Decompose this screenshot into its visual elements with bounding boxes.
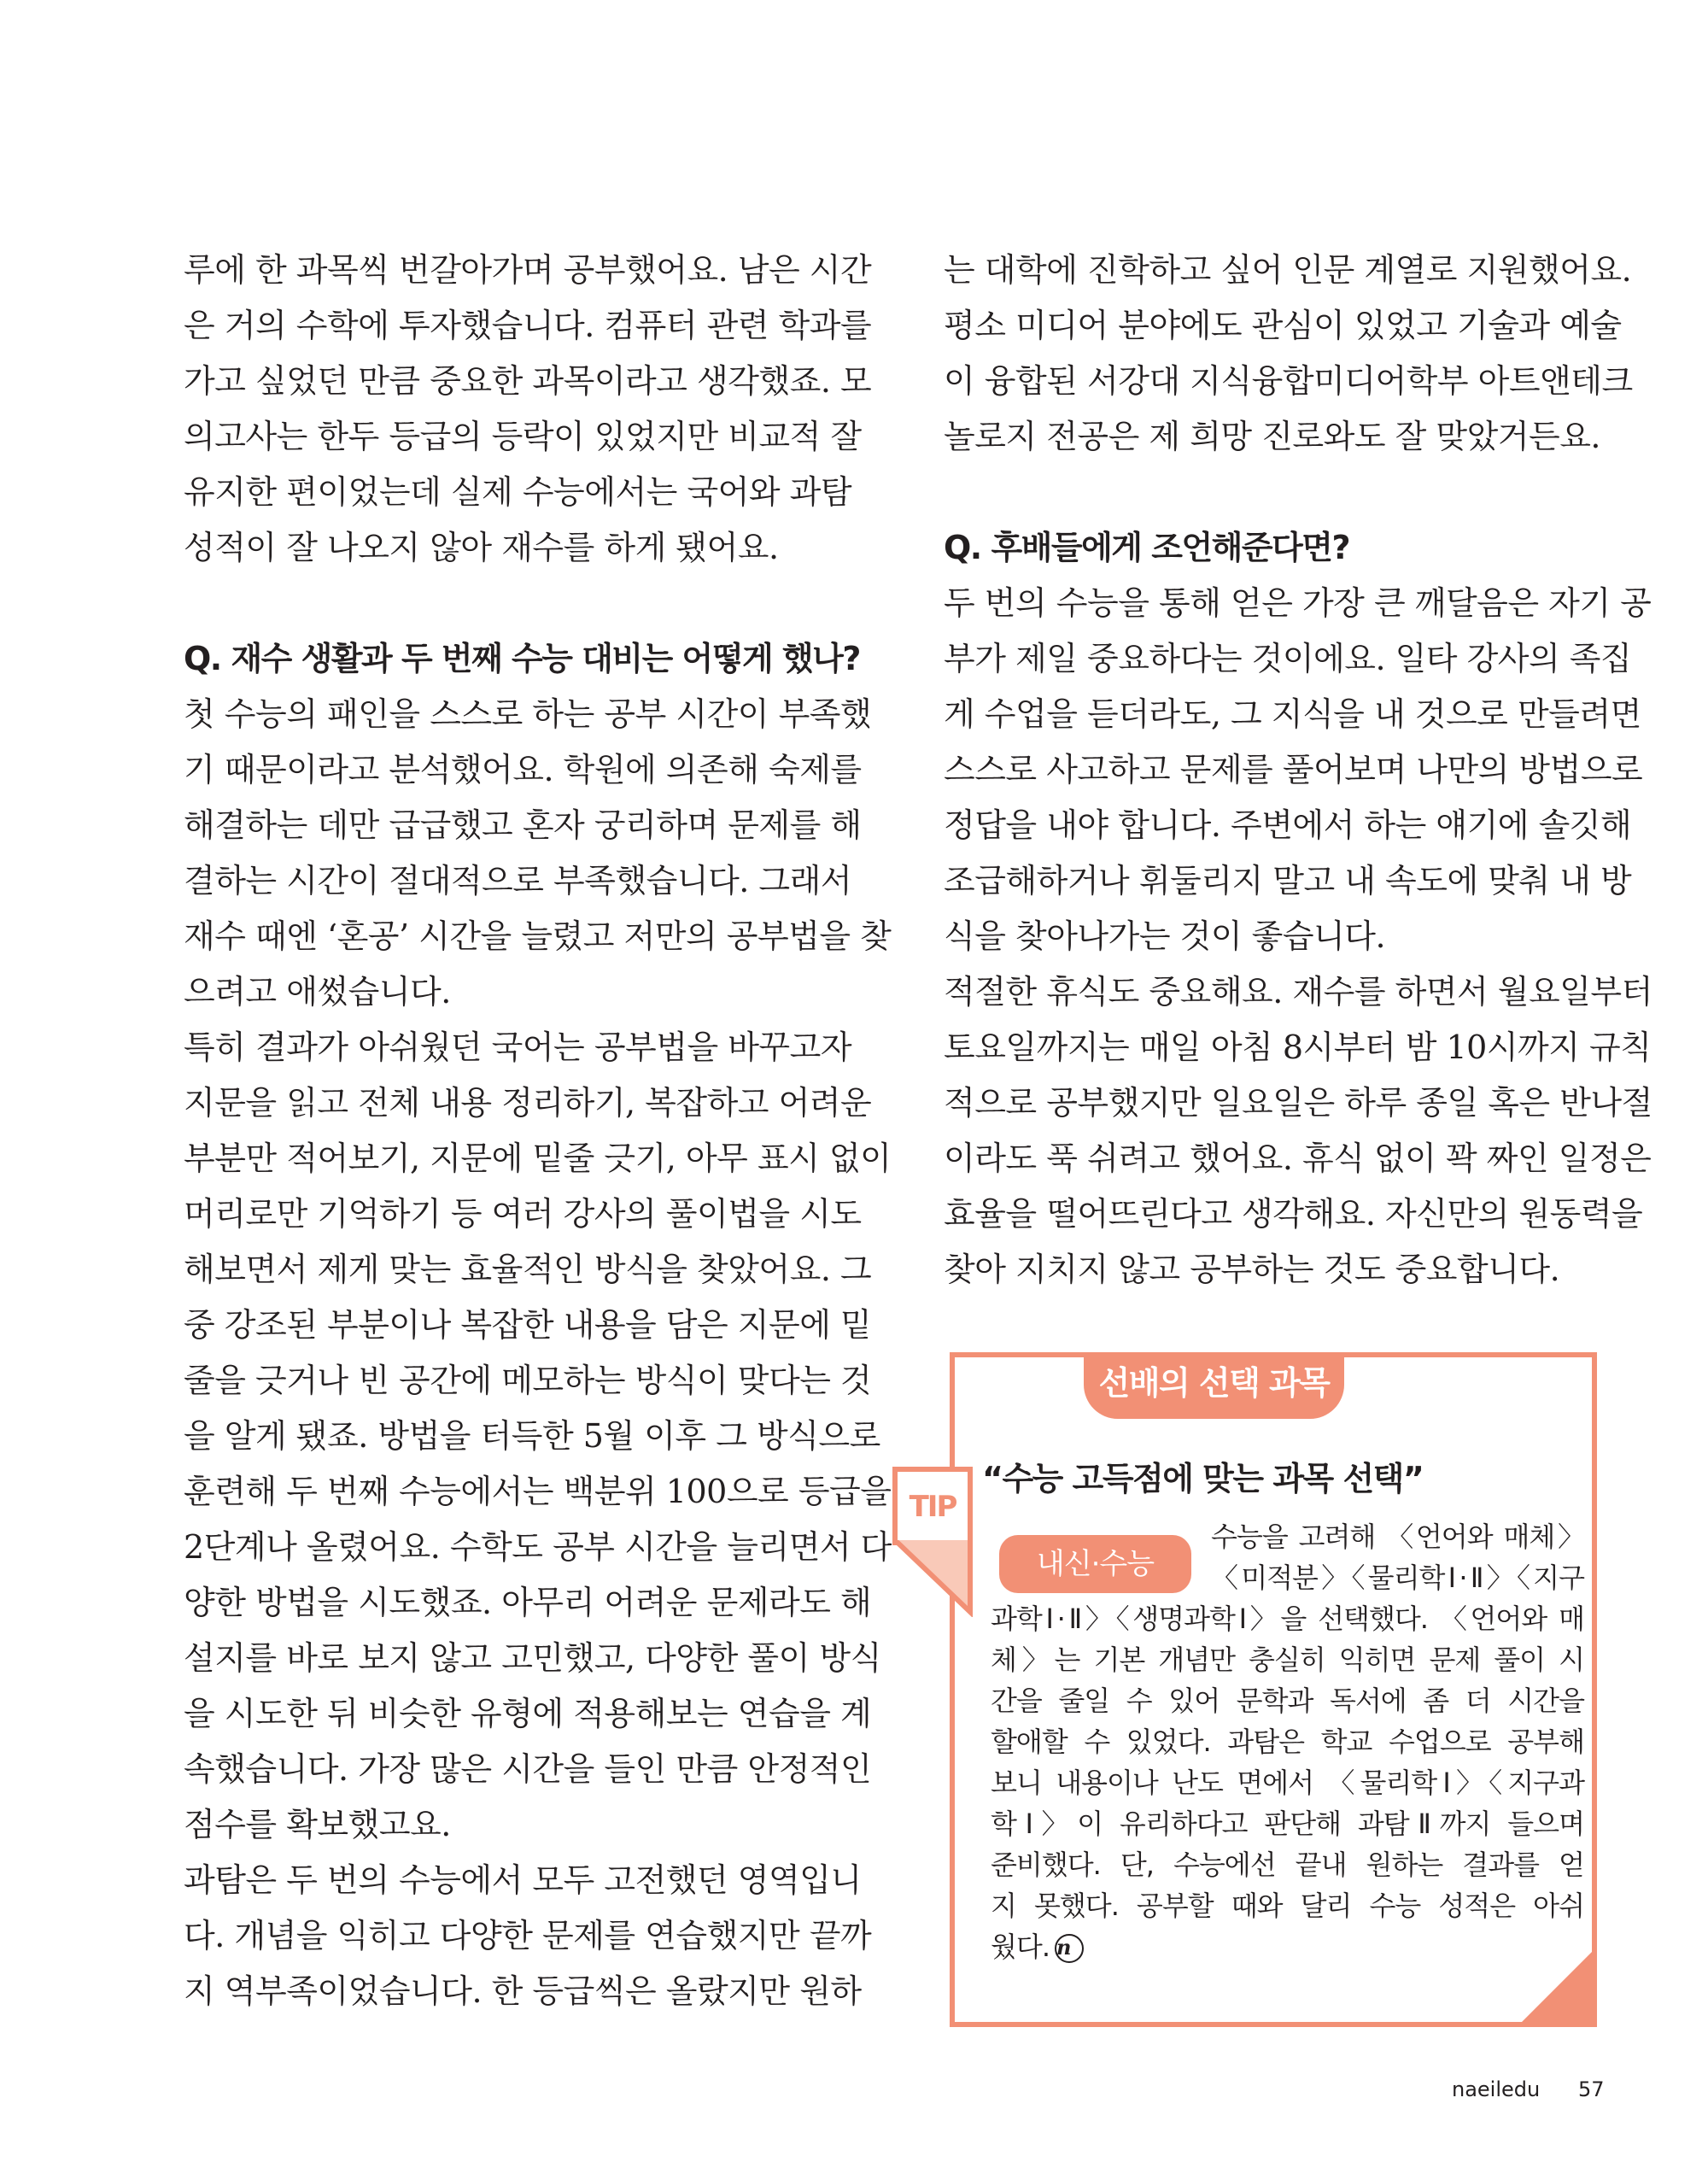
text-line: 줄을 긋거나 빈 공간에 메모하는 방식이 맞다는 것 bbox=[184, 1362, 872, 1399]
text-line: 훈련해 두 번째 수능에서는 백분위 100으로 등급을 bbox=[184, 1473, 892, 1510]
text-line: 가고 싶었던 만큼 중요한 과목이라고 생각했죠. 모 bbox=[184, 362, 872, 400]
text-line: 〈미적분〉〈물리학Ⅰ·Ⅱ〉〈지구 bbox=[1211, 1562, 1584, 1594]
spacer bbox=[944, 465, 1597, 520]
text-line: 머리로만 기억하기 등 여러 강사의 풀이법을 시도 bbox=[184, 1195, 862, 1233]
page-number: 57 bbox=[1578, 2077, 1605, 2101]
text-line: 속했습니다. 가장 많은 시간을 들인 만큼 안정적인 bbox=[184, 1750, 872, 1788]
tip-tab-label: TIP bbox=[892, 1467, 973, 1545]
footer-brand: naeiledu bbox=[1452, 2077, 1541, 2101]
text-line: 토요일까지는 매일 아침 8시부터 밤 10시까지 규칙 bbox=[944, 1028, 1652, 1066]
text-line: 이 융합된 서강대 지식융합미디어학부 아트앤테크 bbox=[944, 362, 1633, 400]
text-line: 보니 내용이나 난도 면에서 〈물리학Ⅰ〉〈지구과 bbox=[991, 1767, 1584, 1799]
text-line: 부가 제일 중요하다는 것이에요. 일타 강사의 족집 bbox=[944, 640, 1632, 677]
text-line: 이라도 푹 쉬려고 했어요. 휴식 없이 꽉 짜인 일정은 bbox=[944, 1140, 1652, 1177]
naeil-end-mark-icon: n bbox=[1055, 1934, 1084, 1963]
text-line: 적으로 공부했지만 일요일은 하루 종일 혹은 반나절 bbox=[944, 1084, 1652, 1122]
paragraph bbox=[944, 243, 1633, 465]
text-line: 효율을 떨어뜨린다고 생각해요. 자신만의 원동력을 bbox=[944, 1195, 1643, 1233]
text-line: 학Ⅰ〉이 유리하다고 판단해 과탐Ⅱ까지 들으며 bbox=[991, 1808, 1584, 1840]
tip-box-title: 선배의 선택 과목 bbox=[1084, 1352, 1344, 1419]
text-line: 결하는 시간이 절대적으로 부족했습니다. 그래서 bbox=[184, 862, 852, 899]
text-line: 체〉는 기본 개념만 충실히 익히면 문제 풀이 시 bbox=[991, 1644, 1584, 1676]
paragraph bbox=[944, 576, 1652, 964]
text-line: 특히 결과가 아쉬웠던 국어는 공부법을 바꾸고자 bbox=[184, 1028, 852, 1066]
text-line: 식을 찾아나가는 것이 좋습니다. bbox=[944, 917, 1386, 955]
text-line: 정답을 내야 합니다. 주변에서 하는 얘기에 솔깃해 bbox=[944, 806, 1632, 844]
text-line: 준비했다. 단, 수능에선 끝내 원하는 결과를 얻 bbox=[991, 1849, 1584, 1881]
text-line: 양한 방법을 시도했죠. 아무리 어려운 문제라도 해 bbox=[184, 1584, 872, 1621]
category-pill: 내신·수능 bbox=[999, 1535, 1191, 1593]
text-line: 지 못했다. 공부할 때와 달리 수능 성적은 아쉬 bbox=[991, 1890, 1584, 1922]
text-line: 점수를 확보했고요. bbox=[184, 1806, 451, 1843]
text-line-end: 웠다. bbox=[991, 1931, 1050, 1963]
text-line: 해보면서 제게 맞는 효율적인 방식을 찾았어요. 그 bbox=[184, 1251, 872, 1288]
text-line: 는 대학에 진학하고 싶어 인문 계열로 지원했어요. bbox=[944, 251, 1632, 289]
text-line: 두 번의 수능을 통해 얻은 가장 큰 깨달음은 자기 공 bbox=[944, 584, 1652, 622]
text-line: 과탐은 두 번의 수능에서 모두 고전했던 영역입니 bbox=[184, 1861, 862, 1899]
text-line: 스스로 사고하고 문제를 풀어보며 나만의 방법으로 bbox=[944, 751, 1643, 788]
text-line: 을 알게 됐죠. 방법을 터득한 5월 이후 그 방식으로 bbox=[184, 1417, 880, 1455]
paragraph bbox=[184, 243, 872, 576]
text-line bbox=[991, 1926, 1584, 1967]
text-line: 평소 미디어 분야에도 관심이 있었고 기술과 예술 bbox=[944, 307, 1622, 344]
question-heading: Q. 재수 생활과 두 번째 수능 대비는 어떻게 했나? bbox=[184, 640, 860, 677]
text-line: 간을 줄일 수 있어 문학과 독서에 좀 더 시간을 bbox=[991, 1685, 1584, 1717]
text-line: 2단계나 올렸어요. 수학도 공부 시간을 늘리면서 다 bbox=[184, 1528, 892, 1566]
text-line: 설지를 바로 보지 않고 고민했고, 다양한 풀이 방식 bbox=[184, 1639, 881, 1677]
text-line: 조급해하거나 휘둘리지 말고 내 속도에 맞춰 내 방 bbox=[944, 862, 1632, 899]
text-line: 루에 한 과목씩 번갈아가며 공부했어요. 남은 시간 bbox=[184, 251, 872, 289]
question-heading: Q. 후배들에게 조언해준다면? bbox=[944, 529, 1350, 566]
text-line: 수능을 고려해 〈언어와 매체〉 bbox=[1211, 1521, 1584, 1553]
text-line: 유지한 편이었는데 실제 수능에서는 국어와 과탐 bbox=[184, 473, 852, 511]
text-line: 지 역부족이었습니다. 한 등급씩은 올랐지만 원하 bbox=[184, 1972, 862, 2010]
text-line: 부분만 적어보기, 지문에 밑줄 긋기, 아무 표시 없이 bbox=[184, 1140, 892, 1177]
spacer bbox=[184, 576, 837, 631]
paragraph bbox=[184, 687, 892, 1020]
text-line: 게 수업을 듣더라도, 그 지식을 내 것으로 만들려면 bbox=[944, 695, 1641, 733]
tip-headline: “수능 고득점에 맞는 과목 선택” bbox=[982, 1460, 1424, 1497]
text-line: 놀로지 전공은 제 희망 진로와도 잘 맞았거든요. bbox=[944, 418, 1601, 455]
text-line: 의고사는 한두 등급의 등락이 있었지만 비교적 잘 bbox=[184, 418, 862, 455]
text-line: 첫 수능의 패인을 스스로 하는 공부 시간이 부족했 bbox=[184, 695, 872, 733]
article-left-column bbox=[184, 243, 892, 2019]
text-line: 기 때문이라고 분석했어요. 학원에 의존해 숙제를 bbox=[184, 751, 862, 788]
paragraph bbox=[184, 1853, 872, 2019]
text-line: 중 강조된 부분이나 복잡한 내용을 담은 지문에 밑 bbox=[184, 1306, 872, 1344]
text-line: 지문을 읽고 전체 내용 정리하기, 복잡하고 어려운 bbox=[184, 1084, 872, 1122]
text-line: 해결하는 데만 급급했고 혼자 궁리하며 문제를 해 bbox=[184, 806, 862, 844]
text-line: 과학Ⅰ·Ⅱ〉〈생명과학Ⅰ〉을 선택했다. 〈언어와 매 bbox=[991, 1603, 1584, 1635]
text-line: 적절한 휴식도 중요해요. 재수를 하면서 월요일부터 bbox=[944, 973, 1652, 1011]
text-line: 으려고 애썼습니다. bbox=[184, 973, 451, 1011]
text-line: 을 시도한 뒤 비슷한 유형에 적용해보는 연습을 계 bbox=[184, 1695, 872, 1732]
tip-body bbox=[991, 1516, 1584, 1967]
text-line: 재수 때엔 ‘혼공’ 시간을 늘렸고 저만의 공부법을 찾 bbox=[184, 917, 892, 955]
text-line: 성적이 잘 나오지 않아 재수를 하게 됐어요. bbox=[184, 529, 779, 566]
paragraph bbox=[184, 1020, 892, 1853]
text-line: 찾아 지치지 않고 공부하는 것도 중요합니다. bbox=[944, 1251, 1560, 1288]
article-right-column bbox=[944, 243, 1652, 1298]
text-line: 할애할 수 있었다. 과탐은 학교 수업으로 공부해 bbox=[991, 1726, 1584, 1758]
text-line: 다. 개념을 익히고 다양한 문제를 연습했지만 끝까 bbox=[184, 1917, 872, 1954]
paragraph bbox=[944, 964, 1652, 1298]
text-line: 은 거의 수학에 투자했습니다. 컴퓨터 관련 학과를 bbox=[184, 307, 872, 344]
